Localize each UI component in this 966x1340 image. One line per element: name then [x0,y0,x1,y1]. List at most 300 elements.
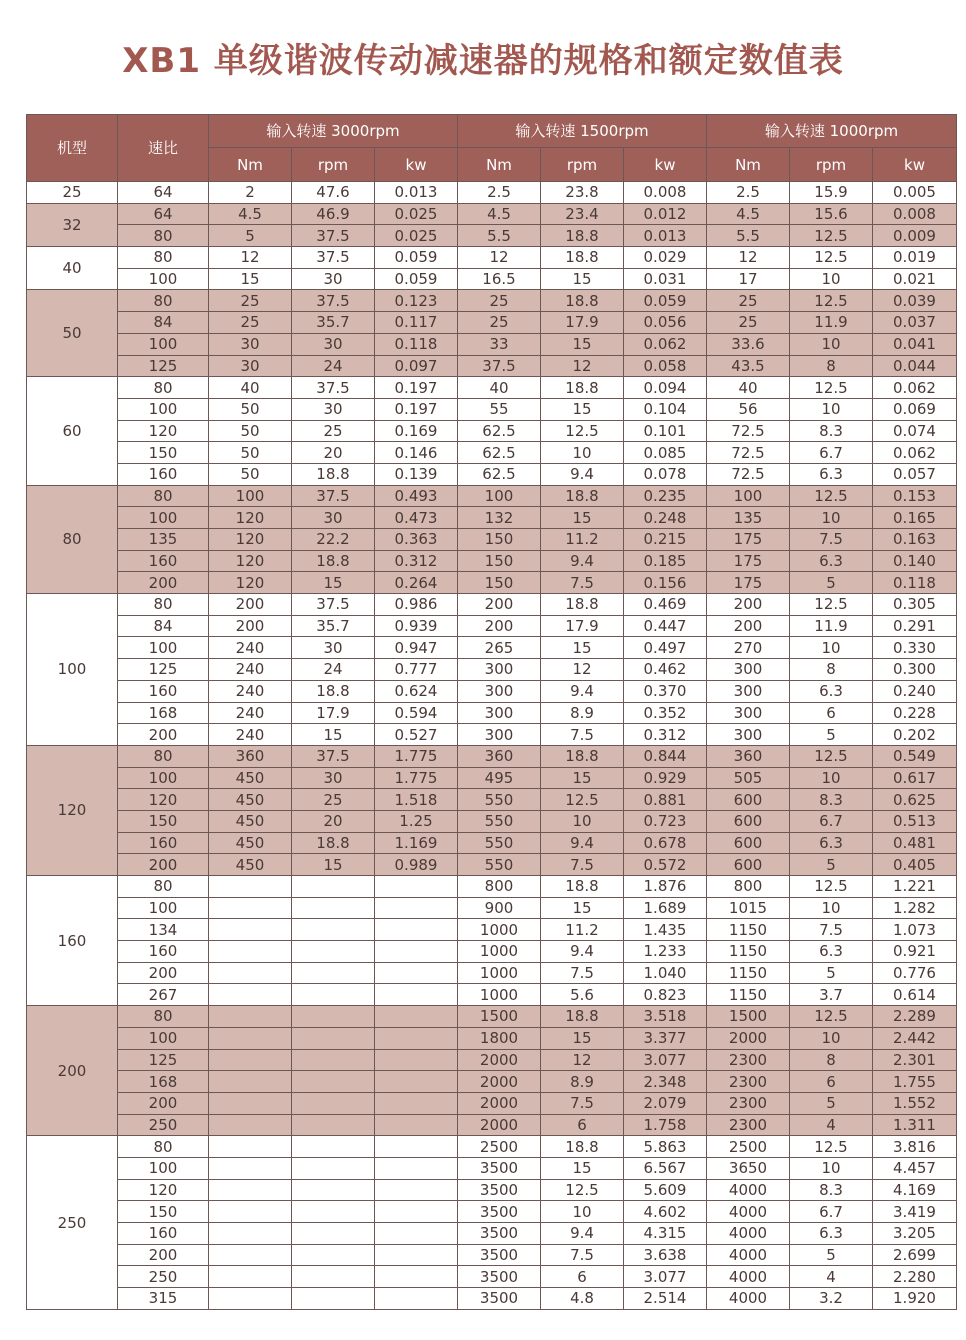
table-row [27,659,957,681]
value-cell: 0.312 [375,550,458,572]
value-cell: 550 [458,854,541,876]
value-cell [292,876,375,898]
value-cell: 6.7 [790,810,873,832]
value-cell: 550 [458,832,541,854]
value-cell: 18.8 [292,832,375,854]
value-cell: 30 [292,398,375,420]
value-cell: 55 [458,398,541,420]
model-cell: 80 [27,485,118,593]
value-cell: 2 [209,182,292,204]
table-row [27,290,957,312]
value-cell: 0.044 [873,355,957,377]
value-cell: 300 [707,724,790,746]
value-cell: 10 [790,1027,873,1049]
value-cell: 56 [707,398,790,420]
value-cell: 7.5 [790,529,873,551]
page-title: XB1 单级谐波传动减速器的规格和额定数值表 [122,41,844,81]
value-cell: 10 [541,442,624,464]
value-cell: 0.617 [873,767,957,789]
value-cell: 0.300 [873,659,957,681]
value-cell: 6 [790,1071,873,1093]
value-cell [209,919,292,941]
table-row [27,789,957,811]
model-cell: 25 [27,182,118,204]
value-cell: 120 [209,507,292,529]
value-cell: 2.5 [707,182,790,204]
value-cell: 18.8 [541,1006,624,1028]
table-row [27,1136,957,1158]
value-cell [375,984,458,1006]
value-cell: 3.638 [624,1244,707,1266]
value-cell: 30 [292,637,375,659]
value-cell: 2300 [707,1092,790,1114]
value-cell [292,1179,375,1201]
value-cell: 0.986 [375,594,458,616]
value-cell [209,984,292,1006]
value-cell: 300 [707,680,790,702]
ratio-cell: 315 [118,1288,209,1310]
value-cell [209,1244,292,1266]
value-cell: 0.062 [624,333,707,355]
value-cell [209,1157,292,1179]
value-cell: 4.5 [458,203,541,225]
value-cell: 0.462 [624,659,707,681]
value-cell [209,876,292,898]
value-cell [292,941,375,963]
value-cell: 200 [707,594,790,616]
value-cell: 0.140 [873,550,957,572]
table-row [27,268,957,290]
value-cell [292,1266,375,1288]
value-cell [292,1223,375,1245]
value-cell: 12.5 [790,377,873,399]
header-rpm: rpm [541,148,624,182]
table-row [27,203,957,225]
value-cell: 0.291 [873,615,957,637]
value-cell: 10 [790,897,873,919]
value-cell [292,1288,375,1310]
value-cell: 0.165 [873,507,957,529]
ratio-cell: 150 [118,1201,209,1223]
ratio-cell: 64 [118,203,209,225]
value-cell: 200 [209,594,292,616]
value-cell: 3.077 [624,1049,707,1071]
ratio-cell: 160 [118,550,209,572]
header-rpm: rpm [790,148,873,182]
table-row [27,442,957,464]
value-cell: 10 [790,767,873,789]
value-cell: 360 [707,745,790,767]
ratio-cell: 250 [118,1114,209,1136]
value-cell: 25 [209,312,292,334]
ratio-cell: 80 [118,745,209,767]
value-cell: 23.4 [541,203,624,225]
value-cell: 37.5 [458,355,541,377]
value-cell: 300 [458,702,541,724]
value-cell: 50 [209,463,292,485]
value-cell: 600 [707,810,790,832]
value-cell: 0.723 [624,810,707,832]
value-cell: 7.5 [541,724,624,746]
value-cell [292,1027,375,1049]
table-row [27,1006,957,1028]
value-cell: 4.8 [541,1288,624,1310]
ratio-cell: 200 [118,854,209,876]
table-row [27,615,957,637]
ratio-cell: 135 [118,529,209,551]
value-cell: 40 [458,377,541,399]
value-cell: 7.5 [541,572,624,594]
value-cell: 0.012 [624,203,707,225]
ratio-cell: 100 [118,897,209,919]
value-cell: 0.139 [375,463,458,485]
value-cell: 12.5 [541,420,624,442]
value-cell: 300 [707,659,790,681]
value-cell: 0.549 [873,745,957,767]
value-cell: 2.079 [624,1092,707,1114]
value-cell: 25 [292,420,375,442]
table-body [27,182,957,1310]
ratio-cell: 100 [118,637,209,659]
table-row [27,876,957,898]
value-cell: 0.062 [873,442,957,464]
value-cell: 15.9 [790,182,873,204]
value-cell: 3.205 [873,1223,957,1245]
value-cell: 12.5 [790,225,873,247]
value-cell: 550 [458,810,541,832]
table-row [27,463,957,485]
value-cell: 0.056 [624,312,707,334]
value-cell: 150 [458,529,541,551]
value-cell: 0.777 [375,659,458,681]
ratio-cell: 160 [118,1223,209,1245]
value-cell: 0.085 [624,442,707,464]
ratio-cell: 160 [118,463,209,485]
table-row [27,485,957,507]
value-cell: 600 [707,789,790,811]
value-cell [375,1136,458,1158]
value-cell: 18.8 [541,377,624,399]
value-cell: 12.5 [541,789,624,811]
value-cell: 12.5 [790,594,873,616]
value-cell: 7.5 [790,919,873,941]
value-cell: 18.8 [541,485,624,507]
value-cell: 8 [790,355,873,377]
value-cell [292,1006,375,1028]
value-cell: 8.3 [790,789,873,811]
ratio-cell: 120 [118,1179,209,1201]
value-cell: 135 [707,507,790,529]
value-cell: 37.5 [292,225,375,247]
value-cell: 1150 [707,962,790,984]
value-cell: 600 [707,854,790,876]
value-cell [292,919,375,941]
ratio-cell: 80 [118,594,209,616]
value-cell: 0.059 [375,268,458,290]
table-row [27,333,957,355]
value-cell [209,1288,292,1310]
value-cell: 2000 [707,1027,790,1049]
value-cell: 25 [458,290,541,312]
value-cell: 495 [458,767,541,789]
value-cell: 6.7 [790,1201,873,1223]
ratio-cell: 100 [118,1157,209,1179]
value-cell: 10 [790,637,873,659]
value-cell: 1000 [458,962,541,984]
ratio-cell: 100 [118,268,209,290]
table-row [27,832,957,854]
value-cell: 0.305 [873,594,957,616]
value-cell: 300 [458,659,541,681]
table-row [27,420,957,442]
table-row [27,767,957,789]
value-cell: 0.352 [624,702,707,724]
value-cell: 8.3 [790,420,873,442]
value-cell: 0.041 [873,333,957,355]
value-cell: 2.5 [458,182,541,204]
header-group-1000rpm: 输入转速 1000rpm [707,115,957,148]
value-cell [209,1201,292,1223]
value-cell: 3500 [458,1266,541,1288]
value-cell: 20 [292,442,375,464]
value-cell [209,1114,292,1136]
header-kw: kw [873,148,957,182]
table-row [27,550,957,572]
value-cell [375,1179,458,1201]
value-cell: 0.202 [873,724,957,746]
value-cell: 15 [541,637,624,659]
value-cell: 7.5 [541,1244,624,1266]
value-cell: 3.7 [790,984,873,1006]
table-row [27,355,957,377]
value-cell: 1.518 [375,789,458,811]
ratio-cell: 64 [118,182,209,204]
value-cell: 0.235 [624,485,707,507]
ratio-cell: 125 [118,659,209,681]
value-cell: 1000 [458,919,541,941]
value-cell: 0.156 [624,572,707,594]
value-cell [375,1071,458,1093]
value-cell: 10 [790,398,873,420]
value-cell: 3.077 [624,1266,707,1288]
value-cell [209,962,292,984]
value-cell: 0.094 [624,377,707,399]
value-cell: 0.493 [375,485,458,507]
table-row [27,1288,957,1310]
value-cell: 2.289 [873,1006,957,1028]
table-row [27,854,957,876]
value-cell: 18.8 [541,1136,624,1158]
value-cell: 1015 [707,897,790,919]
value-cell: 450 [209,810,292,832]
value-cell: 0.037 [873,312,957,334]
value-cell: 3.518 [624,1006,707,1028]
value-cell: 30 [292,507,375,529]
value-cell: 12.5 [790,876,873,898]
value-cell [209,1006,292,1028]
value-cell: 0.021 [873,268,957,290]
value-cell: 0.118 [375,333,458,355]
value-cell: 18.8 [541,290,624,312]
value-cell: 62.5 [458,463,541,485]
value-cell [375,919,458,941]
value-cell: 12.5 [790,1136,873,1158]
value-cell: 25 [707,290,790,312]
value-cell: 4.5 [707,203,790,225]
value-cell: 4000 [707,1288,790,1310]
value-cell: 7.5 [541,854,624,876]
value-cell: 3500 [458,1179,541,1201]
value-cell: 12.5 [790,1006,873,1028]
value-cell: 24 [292,355,375,377]
value-cell: 0.405 [873,854,957,876]
value-cell: 11.2 [541,529,624,551]
value-cell: 800 [458,876,541,898]
value-cell: 11.9 [790,615,873,637]
value-cell: 12.5 [790,485,873,507]
value-cell: 0.989 [375,854,458,876]
value-cell: 50 [209,442,292,464]
value-cell: 2300 [707,1049,790,1071]
value-cell: 4000 [707,1244,790,1266]
value-cell: 0.197 [375,377,458,399]
table-header [27,115,957,182]
value-cell: 9.4 [541,680,624,702]
value-cell: 300 [458,680,541,702]
value-cell: 5 [790,854,873,876]
value-cell [375,876,458,898]
model-cell: 50 [27,290,118,377]
value-cell [375,1006,458,1028]
value-cell: 33.6 [707,333,790,355]
value-cell: 7.5 [541,1092,624,1114]
value-cell: 200 [458,615,541,637]
value-cell: 6.7 [790,442,873,464]
value-cell: 4000 [707,1179,790,1201]
value-cell: 0.074 [873,420,957,442]
model-cell: 200 [27,1006,118,1136]
header-group-1500rpm: 输入转速 1500rpm [458,115,707,148]
value-cell: 15 [541,333,624,355]
value-cell: 0.228 [873,702,957,724]
value-cell: 12 [541,355,624,377]
value-cell: 17.9 [541,312,624,334]
model-cell: 40 [27,247,118,290]
value-cell: 4 [790,1114,873,1136]
value-cell: 72.5 [707,442,790,464]
value-cell: 11.2 [541,919,624,941]
value-cell: 0.363 [375,529,458,551]
value-cell: 15 [292,854,375,876]
value-cell [209,1179,292,1201]
model-cell: 250 [27,1136,118,1310]
value-cell: 240 [209,680,292,702]
value-cell: 2.699 [873,1244,957,1266]
value-cell [375,1114,458,1136]
value-cell: 5.6 [541,984,624,1006]
ratio-cell: 80 [118,1136,209,1158]
value-cell: 0.059 [624,290,707,312]
ratio-cell: 120 [118,789,209,811]
ratio-cell: 100 [118,507,209,529]
value-cell: 0.005 [873,182,957,204]
value-cell [292,897,375,919]
value-cell: 37.5 [292,377,375,399]
table-row [27,594,957,616]
value-cell: 450 [209,789,292,811]
value-cell: 16.5 [458,268,541,290]
value-cell: 37.5 [292,290,375,312]
value-cell: 1.435 [624,919,707,941]
value-cell: 62.5 [458,442,541,464]
value-cell: 15 [209,268,292,290]
value-cell: 12.5 [790,247,873,269]
value-cell: 12 [541,1049,624,1071]
ratio-cell: 160 [118,832,209,854]
value-cell: 35.7 [292,312,375,334]
value-cell: 12 [458,247,541,269]
ratio-cell: 80 [118,290,209,312]
value-cell: 3.419 [873,1201,957,1223]
value-cell: 0.069 [873,398,957,420]
value-cell: 5.863 [624,1136,707,1158]
value-cell: 15 [541,507,624,529]
value-cell: 600 [707,832,790,854]
value-cell: 23.8 [541,182,624,204]
value-cell: 9.4 [541,941,624,963]
value-cell: 0.185 [624,550,707,572]
value-cell: 240 [209,637,292,659]
value-cell: 33 [458,333,541,355]
value-cell [375,1244,458,1266]
value-cell: 200 [458,594,541,616]
value-cell: 0.153 [873,485,957,507]
value-cell: 2.514 [624,1288,707,1310]
model-cell: 100 [27,594,118,746]
value-cell [292,1136,375,1158]
value-cell: 0.678 [624,832,707,854]
value-cell: 72.5 [707,463,790,485]
value-cell: 270 [707,637,790,659]
value-cell [209,1266,292,1288]
table-row [27,572,957,594]
value-cell: 0.101 [624,420,707,442]
value-cell: 6.3 [790,941,873,963]
value-cell: 0.013 [375,182,458,204]
header-ratio: 速比 [118,115,209,182]
value-cell: 6.3 [790,680,873,702]
value-cell: 550 [458,789,541,811]
value-cell: 47.6 [292,182,375,204]
value-cell: 0.118 [873,572,957,594]
value-cell: 5 [790,962,873,984]
model-cell: 120 [27,745,118,875]
value-cell: 0.625 [873,789,957,811]
value-cell: 25 [458,312,541,334]
value-cell: 6.3 [790,1223,873,1245]
value-cell: 5.609 [624,1179,707,1201]
ratio-cell: 250 [118,1266,209,1288]
value-cell: 0.947 [375,637,458,659]
value-cell: 37.5 [292,485,375,507]
ratio-cell: 200 [118,572,209,594]
value-cell: 1.282 [873,897,957,919]
value-cell [209,1071,292,1093]
value-cell: 5 [790,572,873,594]
value-cell: 1.221 [873,876,957,898]
value-cell [292,1049,375,1071]
value-cell: 10 [541,1201,624,1223]
